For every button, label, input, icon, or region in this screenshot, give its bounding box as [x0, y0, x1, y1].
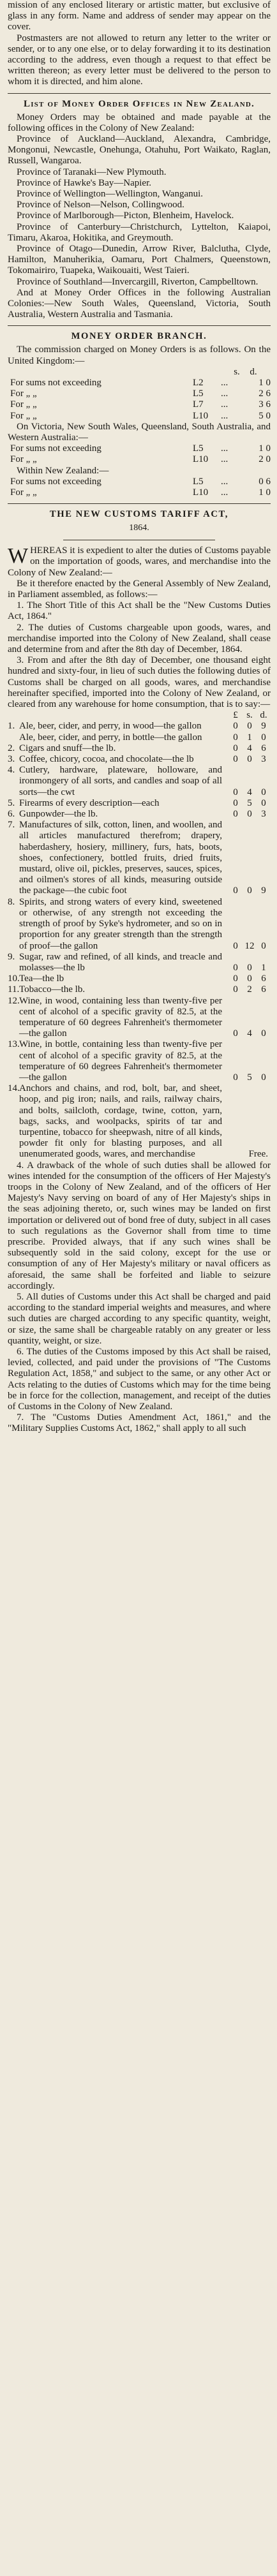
rate-label: For sums not exceeding [10, 378, 101, 389]
duty-amount [225, 996, 271, 1040]
leader-dots: ... [221, 399, 228, 410]
rate-limit: L5 [193, 389, 204, 399]
opening-paragraph: mission of any enclosed literary or artistic matter, but exclusive of glass in any form. Name and address of sender may appear on the cover. [8, 0, 271, 33]
rate-amount [193, 454, 271, 465]
pence-column-label: d. [260, 710, 267, 721]
duty-amount [225, 820, 271, 896]
preamble-paragraph [8, 545, 271, 579]
item-description: Gunpowder—the lb. [19, 809, 98, 820]
leader-dots: ... [221, 443, 228, 454]
province-entry: Province of Otago—Dunedin, Arrow River, Balclutha, Clyde, Hamilton, Manuherikia, Oamaru, Port Chalmers, Queenstown, Tokomairiro, Tuapeka, Waikouaiti, West Taieri. [8, 244, 271, 276]
province-entry: Province of Taranaki—New Plymouth. [17, 167, 167, 177]
rate-label: For sums not exceeding [10, 476, 101, 487]
duty-free: Free. [248, 1149, 268, 1160]
customs-act-year: 1864. [129, 523, 149, 533]
province-entry: Province of Southland—Invercargill, Riverton, Campbelltown. [17, 276, 258, 287]
item-description: Firearms of every description—each [19, 797, 160, 808]
rate-amount [193, 443, 271, 454]
rate-fee: 5 0 [258, 410, 271, 421]
duty-amount [225, 952, 271, 973]
duty-item [8, 721, 271, 732]
rate-limit: L5 [193, 476, 204, 487]
rate-row [8, 399, 271, 410]
rate-column-header [8, 367, 271, 378]
leader-dots: ... [221, 476, 228, 487]
duty-shillings: 5 [247, 797, 252, 808]
duty-item [8, 754, 271, 765]
colonies-intro: On Victoria, New South Wales, Queensland, South Australia, and Western Australia:— [8, 421, 271, 443]
rate-label: For „ „ [10, 410, 37, 421]
duty-shillings: 1 [247, 732, 252, 743]
item-description: Cutlery, hardware, plateware, holloware, and ironmongery of all sorts, and candles and soap of all sorts—the cwt [19, 765, 222, 797]
item-number: 1. [8, 721, 15, 732]
duty-pence: 6 [261, 743, 266, 753]
duty-shillings: 4 [247, 787, 252, 797]
duty-amount [225, 721, 271, 732]
duty-shillings: 4 [247, 1028, 252, 1039]
rate-row [8, 378, 271, 389]
duty-pence: 9 [261, 721, 266, 732]
duty-item [8, 765, 271, 798]
duty-item [8, 820, 271, 896]
rate-amount [193, 399, 271, 410]
rate-limit: L5 [193, 443, 204, 454]
duty-amount [225, 1083, 271, 1160]
rate-label: For „ „ [10, 454, 37, 465]
item-number: 12. [8, 995, 20, 1006]
duty-shillings: 0 [247, 754, 252, 765]
pounds-column-label: £ [233, 710, 238, 721]
duty-item [8, 743, 271, 754]
commission-intro: The commission charged on Money Orders is as follows. On the United Kingdom:— [8, 344, 271, 366]
duty-pounds: 0 [233, 787, 238, 797]
within-nz-intro: Within New Zealand:— [17, 465, 109, 476]
section-6: 6. The duties of the Customs imposed by this Act shall be raised, levied, collected, and paid under the provisions of "The Customs Regulation Act, 1858," and subject to the same, or any other Act or Acts relating to the duties of Customs which may for the time being be in force for the collection, management, and receipt of the duties of Customs in the Colony of New Zealand. [8, 1347, 271, 1412]
rate-row [8, 477, 271, 487]
duty-shillings: 0 [247, 962, 252, 973]
duty-item [8, 984, 271, 995]
colony-rate-table [8, 443, 271, 465]
rate-amount [193, 477, 271, 487]
rate-fee: 1 0 [258, 378, 271, 389]
duty-amount [225, 732, 271, 743]
duty-shillings: 0 [247, 973, 252, 984]
rate-label: For sums not exceeding [10, 443, 101, 454]
duty-pounds: 0 [233, 973, 238, 984]
duty-item [8, 1039, 271, 1083]
duty-amount [225, 809, 271, 820]
item-description: Sugar, raw and refined, of all kinds, and treacle and molasses—the lb [19, 951, 222, 973]
rate-row [8, 454, 271, 465]
rate-limit: L10 [193, 487, 209, 498]
rate-fee: 1 0 [258, 443, 271, 454]
item-number: 6. [8, 809, 15, 820]
postmasters-paragraph: Postmasters are not allowed to return any letter to the writer or sender, or to any one else, or to delay forwarding it to its destination according to the address, even though a request to that effect be written thereon; as every letter must be delivered to the person to whom it is directed, and him alone. [8, 33, 271, 87]
leader-dots: ... [221, 410, 228, 421]
duty-pence: 6 [261, 973, 266, 984]
rate-fee: 3 6 [258, 399, 271, 410]
enacting-clause: Be it therefore enacted by the General Assembly of New Zealand, in Parliament assembled, as follows:— [8, 578, 271, 600]
rate-row [8, 443, 271, 454]
rate-row [8, 389, 271, 399]
item-number: 8. [8, 896, 15, 907]
duty-pounds: 0 [233, 1028, 238, 1039]
duty-pence: 0 [261, 732, 266, 743]
rate-limit: L7 [193, 399, 204, 410]
duty-shillings: 0 [247, 809, 252, 820]
rate-amount [193, 389, 271, 399]
duty-pounds: 0 [233, 743, 238, 753]
province-entry: Province of Auckland—Auckland, Alexandra, Cambridge, Mongonui, Newcastle, Onehunga, Otahuhu, Port Waikato, Raglan, Russell, Wangaroa. [8, 134, 271, 167]
section-3: 3. From and after the 8th day of December, one thousand eight hundred and sixty-four, in lieu of such duties the following duties of Customs shall be charged on all goods, wares, and merchandise hereinafter specified, imported into the Colony of New Zealand, or cleared from any warehouse for home consumption, that is to say:— [8, 655, 271, 710]
duty-item [8, 897, 271, 952]
rate-fee: 2 6 [258, 389, 271, 399]
item-number: 9. [8, 951, 15, 962]
item-description: Manufactures of silk, cotton, linen, and woollen, and all articles manufactured therefrom; drapery, haberdashery, hosiery, millinery, furs, hats, boots, shoes, confectionery, bottled fruits, dried fruits, mustard, olive oil, pickles, preserves, sauces, spices, and oilmen's stores of all kinds, measuring outside the package—the cubic foot [19, 820, 222, 896]
australian-colonies-paragraph: And at Money Order Offices in the following Australian Colonies:—New South Wales, Queensland, Victoria, South Australia, Western Australia and Tasmania. [8, 287, 271, 320]
duty-pounds: 0 [233, 721, 238, 732]
duty-pence: 1 [261, 962, 266, 973]
duty-pence: 0 [261, 940, 266, 951]
shillings-column-label: s. [246, 710, 253, 721]
province-list [8, 134, 271, 288]
money-order-branch-heading: MONEY ORDER BRANCH. [71, 331, 207, 342]
duty-pence: 3 [261, 754, 266, 765]
duty-item [8, 809, 271, 820]
leader-dots: ... [221, 389, 228, 399]
item-description: Anchors and chains, and rod, bolt, bar, and sheet, hoop, and pig iron; nails, and rails, railway chairs, and bolts, sailcloth, cordage, twine, cotton, yarn, bags, sacks, and woolpacks, spirits of tar and turpentine, tobacco for sheepwash, nitre of all kinds, powder fit only for blasting purposes, and all unenumerated goods, wares, and merchandise [19, 1083, 222, 1160]
duty-shillings: 12 [244, 940, 255, 951]
customs-act-heading: THE NEW CUSTOMS TARIFF ACT, [49, 509, 229, 520]
rate-row [8, 487, 271, 498]
duty-pence: 3 [261, 809, 266, 820]
duty-pence: 9 [261, 885, 266, 896]
duty-item [8, 798, 271, 809]
rate-label: For „ „ [10, 399, 37, 410]
duty-pounds: 0 [233, 984, 238, 995]
province-entry: Province of Nelson—Nelson, Collingwood. [17, 200, 184, 211]
duty-amount [225, 973, 271, 984]
duty-item [8, 732, 271, 743]
duty-item [8, 1083, 271, 1160]
duty-pounds: 0 [233, 962, 238, 973]
item-number: 2. [8, 743, 15, 753]
item-description: Coffee, chicory, cocoa, and chocolate—the lb [19, 754, 194, 765]
item-description: Tea—the lb [19, 973, 64, 984]
section-1: 1. The Short Title of this Act shall be the "New Customs Duties Act, 1864." [8, 600, 271, 622]
duty-shillings: 2 [247, 984, 252, 995]
shillings-column-label: s. [234, 366, 240, 377]
rate-amount [193, 411, 271, 422]
duty-pounds: 0 [233, 732, 238, 743]
item-description: Ale, beer, cider, and perry, in wood—the gallon [19, 721, 202, 732]
duty-amount [225, 754, 271, 765]
item-number: 7. [8, 820, 15, 831]
duty-pence: 0 [261, 787, 266, 797]
item-number: 5. [8, 797, 15, 808]
leader-dots: ... [221, 378, 228, 389]
duty-pounds: 0 [233, 940, 238, 951]
province-entry: Province of Marlborough—Picton, Blenheim, Havelock. [17, 211, 234, 221]
duty-pounds: 0 [233, 797, 238, 808]
item-number: 4. [8, 765, 15, 776]
item-description: Wine, in bottle, containing less than twenty-five per cent of alcohol of a specific gravity of 82.5, at the temperature of 60 degrees Fahrenheit's thermometer—the gallon [19, 1039, 222, 1083]
section-5: 5. All duties of Customs under this Act shall be charged and paid according to the standard imperial weights and measures, and where such duties are charged according to any specific quantity, weight, or size, the same shall be chargeable ratably on any greater or less quantity, weight, or size. [8, 1292, 271, 1346]
item-number: 11. [8, 984, 20, 995]
item-description: Cigars and snuff—the lb. [19, 743, 116, 753]
rate-limit: L2 [193, 378, 204, 389]
duty-amount [225, 984, 271, 995]
duty-pence: 6 [261, 984, 266, 995]
item-number: 10. [8, 973, 20, 984]
duty-shillings: 0 [247, 885, 252, 896]
duty-pounds: 0 [233, 885, 238, 896]
section-4: 4. A drawback of the whole of such duties shall be allowed for wines intended for the consumption of the officers of Her Majesty's troops in the Colony of New Zealand, and of the officers of Her Majesty's Navy serving on board of any of Her Majesty's ships in the seas adjoining thereto, or, such wines may be landed on first importation or delivered out of bond free of duty, subject in all cases to such regulations as the Governor shall from time to time prescribe. Provided always, that if any such wines shall be subsequently sold in the said colony, except for the use or consumption of any of Her Majesty's military or naval officers as aforesaid, the same shall be forfeited and liable to seizure accordingly. [8, 1160, 271, 1291]
duty-item [8, 996, 271, 1040]
duty-amount [225, 897, 271, 952]
leader-dots: ... [221, 454, 228, 465]
rate-fee: 0 6 [258, 476, 271, 487]
duty-shillings: 5 [247, 1072, 252, 1083]
rate-fee: 1 0 [258, 487, 271, 498]
rate-label: For „ „ [10, 389, 37, 399]
drop-cap-letter: W [8, 544, 29, 568]
leader-dots: ... [221, 487, 228, 498]
section-2: 2. The duties of Customs chargeable upon goods, wares, and merchandise imported into the Colony of New Zealand, shall cease and determine from and after the 8th day of December, 1864. [8, 622, 271, 655]
offices-intro: Money Orders may be obtained and made payable at the following offices in the Colony of New Zealand: [8, 112, 271, 133]
item-description: Ale, beer, cider, and perry, in bottle—the gallon [19, 732, 202, 743]
pence-column-label: d. [250, 366, 257, 377]
duty-amount [225, 1039, 271, 1083]
duty-item [8, 952, 271, 973]
duty-pounds: 0 [233, 754, 238, 765]
duty-pence: 0 [261, 1072, 266, 1083]
duty-pence: 0 [261, 1028, 266, 1039]
duty-shillings: 4 [247, 743, 252, 753]
item-number: 3. [8, 754, 15, 765]
duty-amount [225, 798, 271, 809]
section-7: 7. The "Customs Duties Amendment Act, 1861," and the "Military Supplies Customs Act, 1862," shall apply to all such [8, 1412, 271, 1434]
duty-pounds: 0 [233, 1072, 238, 1083]
rate-limit: L10 [193, 410, 209, 421]
rate-label: For „ „ [10, 487, 37, 498]
item-number: 14. [8, 1083, 20, 1094]
section-divider [8, 503, 271, 504]
item-number: 13. [8, 1039, 20, 1050]
duty-shillings: 0 [247, 721, 252, 732]
item-description: Spirits, and strong waters of every kind, sweetened or otherwise, of any strength not exceeding the strength of proof by Syke's hydrometer, and so on in proportion for any greater strength than the strength of proof—the gallon [19, 896, 222, 951]
duty-item [8, 973, 271, 984]
rate-fee: 2 0 [258, 454, 271, 465]
item-number [8, 732, 19, 743]
province-entry: Province of Wellington—Wellington, Wanganui. [17, 189, 204, 200]
item-description: Wine, in wood, containing less than twenty-five per cent of alcohol of a specific gravity of 82.5, at the temperature of 60 degrees Fahrenheit's thermometer—the gallon [19, 995, 222, 1039]
duty-pence: 0 [261, 797, 266, 808]
rate-limit: L10 [193, 454, 209, 465]
duty-amount [225, 765, 271, 798]
duty-amount [225, 743, 271, 754]
money-order-offices-heading: List of Money Order Offices in New Zealand. [23, 98, 255, 109]
item-description: Tobacco—the lb. [19, 984, 86, 995]
preamble-text: HEREAS it is expedient to alter the duties of Customs payable on the importation of goods, wares, and merchandise into the Colony of New Zealand:— [8, 545, 271, 578]
uk-rate-table [8, 378, 271, 422]
rate-amount [193, 378, 271, 389]
province-entry: Province of Canterbury—Christchurch, Lyttelton, Kaiapoi, Timaru, Akaroa, Hokitika, and Greymouth. [8, 221, 271, 243]
rate-row [8, 411, 271, 422]
section-divider [8, 325, 271, 326]
nz-rate-table [8, 477, 271, 498]
duty-pounds: 0 [233, 809, 238, 820]
duty-schedule [8, 721, 271, 1160]
duty-column-header [8, 710, 271, 721]
section-divider [8, 93, 271, 94]
province-entry: Province of Hawke's Bay—Napier. [17, 177, 151, 188]
rate-amount [193, 487, 271, 498]
